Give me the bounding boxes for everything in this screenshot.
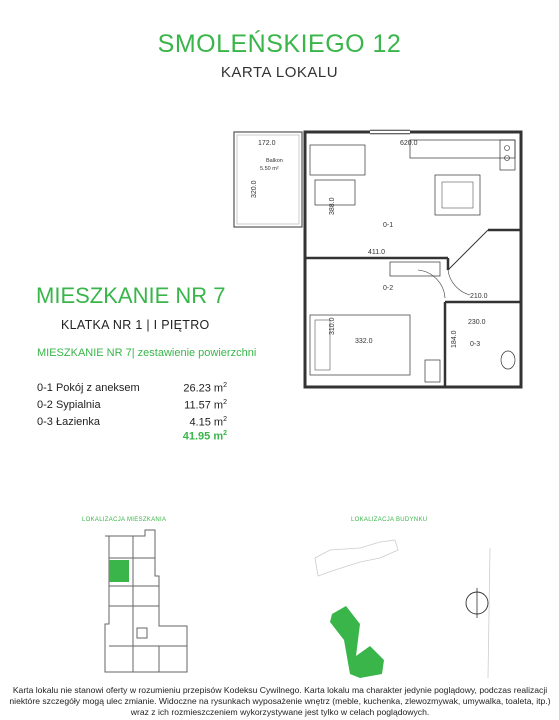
apartment-highlight bbox=[109, 560, 129, 582]
dim-620: 620.0 bbox=[400, 140, 418, 147]
staircase-floor: KLATKA NR 1 | I PIĘTRO bbox=[61, 318, 210, 332]
room-code-0-2: 0-2 bbox=[383, 285, 394, 292]
plan-outer-wall bbox=[305, 132, 521, 387]
apartment-title: MIESZKANIE NR 7 bbox=[36, 283, 226, 308]
page-title: SMOLEŃSKIEGO 12 bbox=[157, 30, 402, 58]
total-area: 41.95 $m^2$ bbox=[182, 430, 227, 443]
dim-310: 310.0 bbox=[329, 317, 336, 335]
room-area: 11.57 $m^2$ bbox=[184, 399, 227, 412]
dim-332: 332.0 bbox=[355, 338, 373, 345]
apartment-location-map bbox=[95, 528, 200, 678]
disclaimer-text: Karta lokalu nie stanowi oferty w rozumieniu przepisów Kodeksu Cywilnego. Karta lokalu ma charakter jedynie poglądowy, podczas realizacji niektóre szczegóły mogą ulec zmianie. Widoczne na rysunkach wyposażenie wnętrz (meble, kuchenka, zlewozmywak, umywalka, toaleta, itp.) wraz z ich rozmieszczeniem wykorzystywane jest tylko w celach poglądowych. bbox=[9, 685, 551, 717]
balcony-area: 5.50 m² bbox=[260, 166, 279, 172]
apartment-location-label: LOKALIZACJA MIESZKANIA bbox=[82, 517, 167, 523]
dim-320: 320.0 bbox=[251, 180, 258, 198]
dim-210: 210.0 bbox=[470, 293, 488, 300]
room-name: 0-2 Sypialnia bbox=[37, 399, 101, 411]
room-row bbox=[37, 382, 227, 396]
building-highlight bbox=[330, 606, 384, 678]
compass-icon bbox=[466, 588, 488, 618]
page-subtitle: KARTA LOKALU bbox=[220, 64, 339, 81]
room-row bbox=[37, 399, 227, 413]
floor-plan bbox=[230, 120, 530, 395]
room-row bbox=[37, 416, 227, 430]
balcony-label: Balkon bbox=[266, 158, 283, 164]
room-code-0-3: 0-3 bbox=[470, 341, 481, 348]
room-code-0-1: 0-1 bbox=[383, 222, 394, 229]
room-name: 0-1 Pokój z aneksem bbox=[37, 382, 140, 394]
room-name: 0-3 Łazienka bbox=[37, 416, 100, 428]
area-summary-label: MIESZKANIE NR 7| zestawienie powierzchni bbox=[37, 347, 257, 359]
room-area: 26.23 $m^2$ bbox=[183, 382, 227, 395]
building-location-label: LOKALIZACJA BUDYNKU bbox=[351, 517, 428, 523]
building-location-map bbox=[300, 528, 510, 678]
dim-184: 184.0 bbox=[451, 330, 458, 348]
dim-388: 388.0 bbox=[329, 197, 336, 215]
dim-411: 411.0 bbox=[368, 249, 385, 256]
room-area: 4.15 $m^2$ bbox=[189, 416, 227, 429]
dim-172: 172.0 bbox=[258, 140, 276, 147]
dim-230: 230.0 bbox=[468, 319, 486, 326]
